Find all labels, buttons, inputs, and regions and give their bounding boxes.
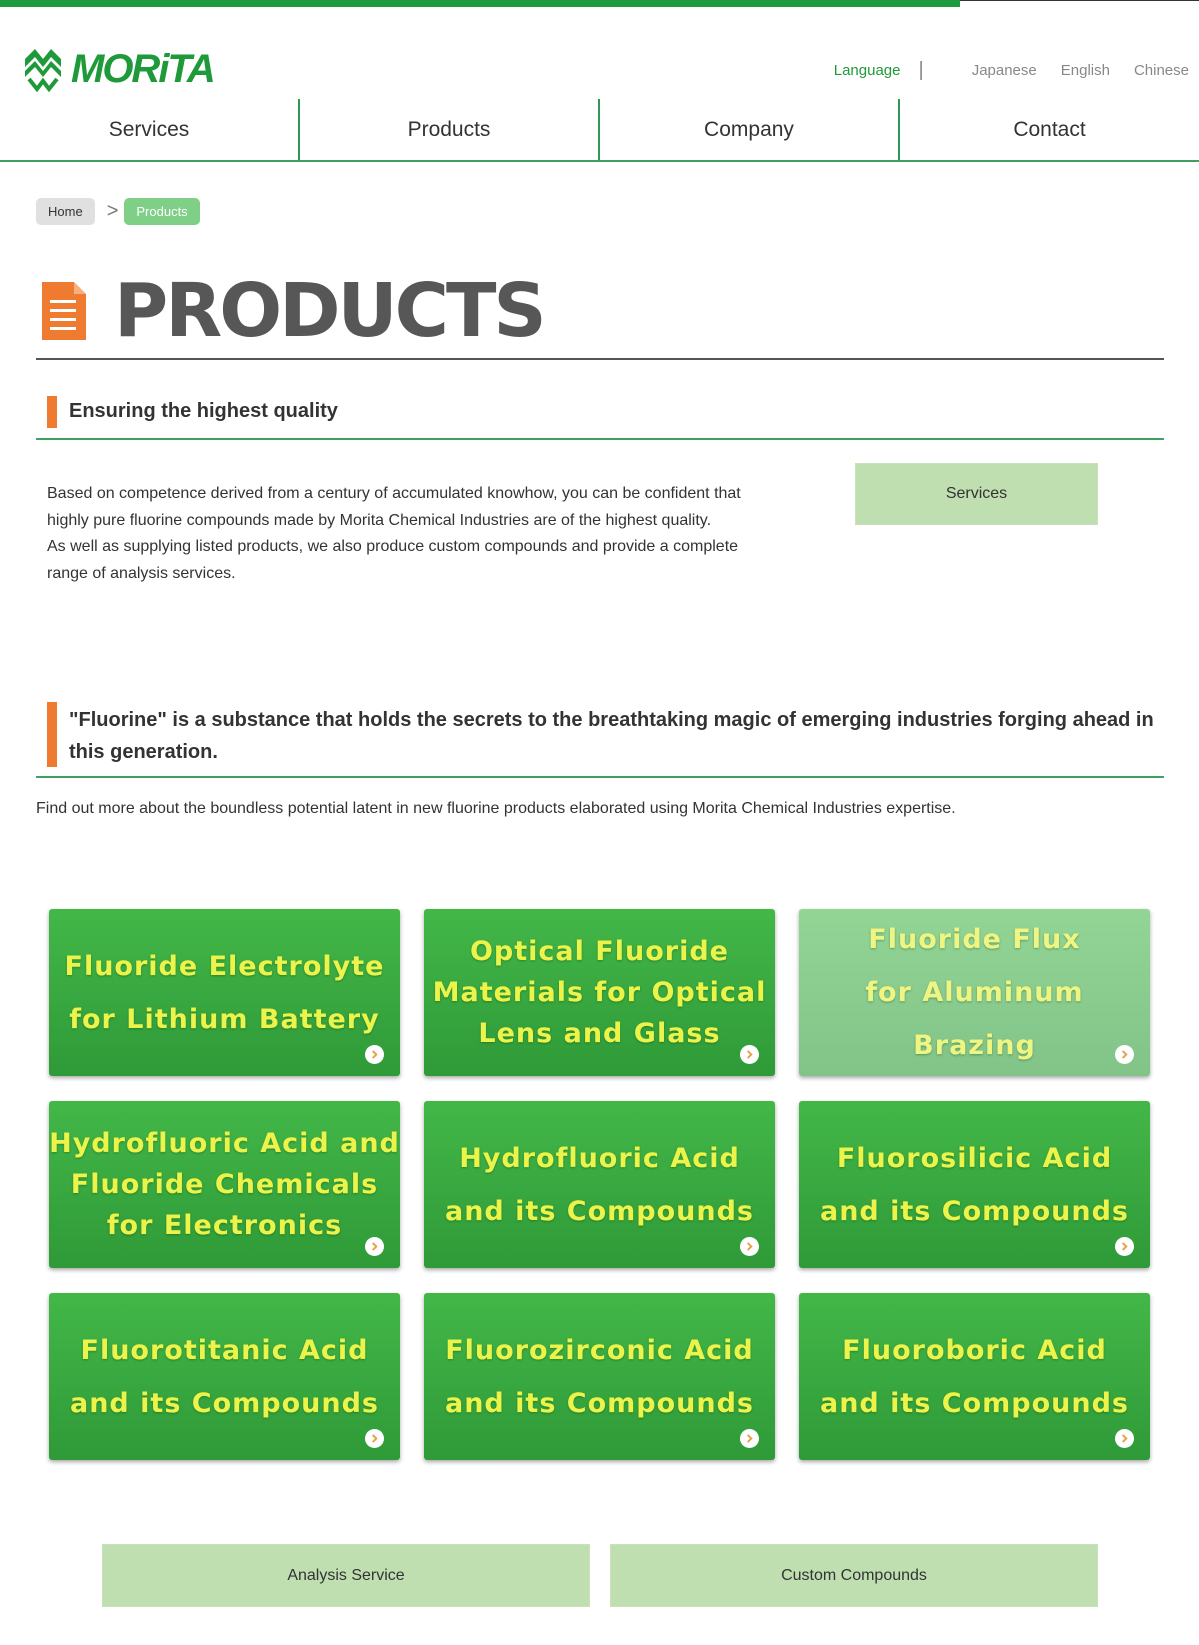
product-card-fluoroboric-acid[interactable] [799, 1293, 1150, 1460]
services-button[interactable]: Services [855, 463, 1098, 525]
logo-wordmark: MORiTA [71, 47, 214, 91]
top-divider-line [960, 0, 1199, 1]
chevron-right-icon [1115, 1429, 1134, 1448]
language-switcher [834, 60, 1189, 80]
morita-logo[interactable] [21, 45, 214, 93]
breadcrumb [36, 198, 200, 225]
breadcrumb-home[interactable]: Home [36, 198, 95, 225]
nav-item-products[interactable]: Products [300, 99, 600, 160]
language-label: Language [833, 61, 901, 79]
chevron-right-icon [365, 1237, 384, 1256]
chevron-right-icon [365, 1429, 384, 1448]
product-card-label: Fluoride Flux for Aluminum Brazing [865, 924, 1084, 1061]
nav-item-services[interactable]: Services [0, 99, 300, 160]
breadcrumb-separator: > [106, 200, 119, 222]
section-heading-quality [36, 392, 1164, 440]
language-separator: | [918, 59, 924, 81]
language-english-link[interactable]: English [1060, 61, 1110, 79]
product-card-label: Fluorozirconic Acid and its Compounds [444, 1334, 755, 1419]
chevron-right-icon [740, 1237, 759, 1256]
intro-paragraph: As well as supplying listed products, we also produce custom compounds and provide a complete range of analysis services. [47, 538, 739, 582]
document-icon [40, 280, 88, 342]
language-chinese-link[interactable]: Chinese [1133, 61, 1189, 79]
product-card-fluorozirconic-acid[interactable] [424, 1293, 775, 1460]
chevron-right-icon [365, 1045, 384, 1064]
chevron-right-icon [740, 1429, 759, 1448]
main-nav [0, 99, 1199, 162]
nav-item-contact[interactable]: Contact [1013, 117, 1086, 141]
morita-logo-icon [21, 45, 67, 93]
product-card-label: Fluorosilicic Acid and its Compounds [819, 1142, 1130, 1227]
product-card-fluorosilicic-acid[interactable] [799, 1101, 1150, 1268]
breadcrumb-current: Products [124, 198, 199, 225]
product-card-hydrofluoric-acid[interactable] [424, 1101, 775, 1268]
product-card-fluorotitanic-acid[interactable] [49, 1293, 400, 1460]
nav-item-company[interactable]: Company [600, 99, 900, 160]
product-card-hf-electronics[interactable] [49, 1101, 400, 1268]
intro-text [47, 481, 767, 587]
site-header [0, 7, 1199, 99]
product-card-label: Fluorotitanic Acid and its Compounds [69, 1334, 380, 1419]
page-title: PRODUCTS [114, 268, 544, 354]
product-card-label: Hydrofluoric Acid and its Compounds [444, 1142, 755, 1227]
section-heading-fluorine [36, 702, 1164, 778]
product-card-label: Hydrofluoric Acid and Fluoride Chemicals for Electronics [49, 1128, 400, 1241]
heading-accent-bar [47, 396, 57, 428]
product-card-fluoride-flux[interactable] [799, 909, 1150, 1076]
section-title: "Fluorine" is a substance that holds the secrets to the breathtaking magic of emerging industries forging ahead in this generation. [69, 709, 1154, 763]
product-card-label: Fluoride Electrolyte for Lithium Battery [64, 950, 385, 1035]
custom-compounds-button[interactable]: Custom Compounds [610, 1544, 1098, 1607]
top-accent-bar [0, 0, 960, 7]
section-title: Ensuring the highest quality [69, 400, 338, 422]
chevron-right-icon [740, 1045, 759, 1064]
chevron-right-icon [1115, 1045, 1134, 1064]
product-card-lithium-electrolyte[interactable] [49, 909, 400, 1076]
analysis-service-button[interactable]: Analysis Service [102, 1544, 590, 1607]
product-card-optical-fluoride[interactable] [424, 909, 775, 1076]
product-card-label: Optical Fluoride Materials for Optical Lens and Glass [432, 936, 767, 1049]
heading-accent-bar [47, 702, 57, 767]
section-description: Find out more about the boundless potential latent in new fluorine products elaborated using Morita Chemical Industries expertise. [36, 800, 956, 817]
page-header [36, 268, 1164, 360]
product-card-label: Fluoroboric Acid and its Compounds [819, 1334, 1130, 1419]
intro-paragraph: Based on competence derived from a century of accumulated knowhow, you can be confident that highly pure fluorine compounds made by Morita Chemical Industries are of the highest quality. [47, 485, 741, 529]
chevron-right-icon [1115, 1237, 1134, 1256]
language-japanese-link[interactable]: Japanese [971, 61, 1037, 79]
